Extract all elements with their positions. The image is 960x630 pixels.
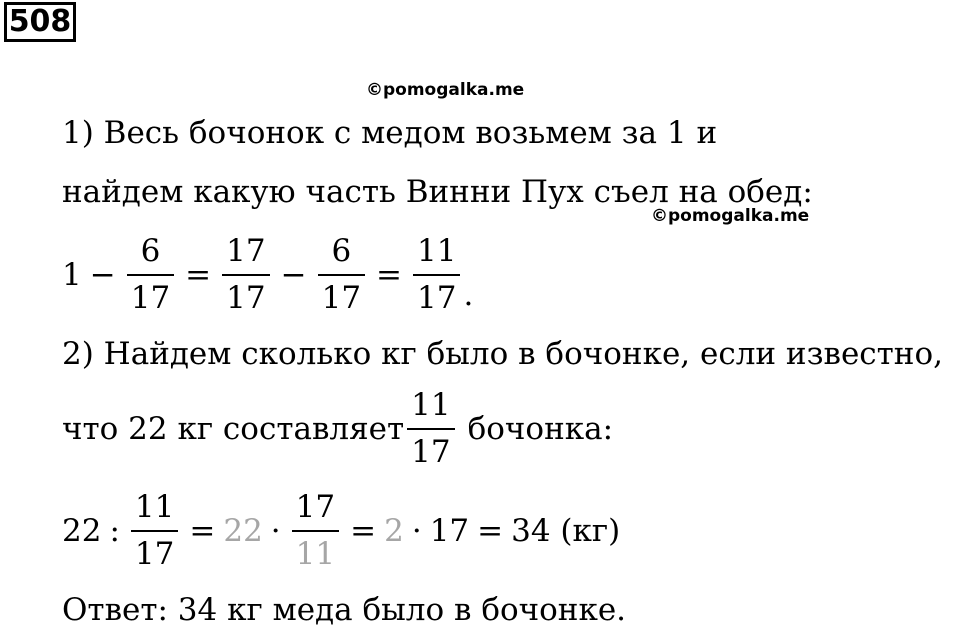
fraction-numerator: 17 — [226, 233, 266, 269]
eq2-result: 34 (кг) — [511, 512, 621, 549]
eq2-dividend: 22 — [62, 512, 102, 549]
eq2-factor-17: 17 — [429, 512, 470, 549]
fraction-bar — [413, 274, 460, 276]
solution-line-1: 1) Весь бочонок с медом возьмем за 1 и — [62, 115, 718, 151]
equation-2 — [62, 490, 620, 571]
eq1-minus-2: − — [280, 256, 307, 293]
fraction-denominator: 17 — [321, 280, 362, 316]
eq2-dot-1: · — [270, 512, 281, 549]
fraction-bar — [127, 274, 174, 276]
fraction-bar — [222, 274, 269, 276]
eq2-fraction-2 — [292, 490, 339, 571]
eq1-equals-2: = — [376, 256, 403, 293]
equation-1 — [62, 234, 473, 315]
line4-fraction — [407, 388, 454, 469]
eq1-one: 1 — [62, 256, 82, 293]
eq1-period: . — [463, 277, 474, 313]
eq2-equals-1: = — [189, 512, 216, 549]
eq2-fraction-1 — [131, 490, 178, 571]
eq2-equals-3: = — [477, 512, 504, 549]
solution-line-3: 2) Найдем сколько кг было в бочонке, если известно, — [62, 336, 943, 372]
fraction-denominator: 17 — [417, 280, 457, 316]
fraction-numerator: 17 — [295, 489, 336, 525]
watermark-middle: ©pomogalka.me — [651, 206, 810, 226]
fraction-bar — [407, 428, 454, 430]
watermark-top: ©pomogalka.me — [366, 80, 525, 100]
eq2-equals-2: = — [350, 512, 377, 549]
eq2-cancelled-22: 22 — [223, 512, 263, 549]
answer-line: Ответ: 34 кг меда было в бочонке. — [62, 592, 627, 628]
fraction-denominator: 17 — [134, 536, 175, 572]
line4-text-before: что 22 кг составляет — [62, 410, 405, 447]
fraction-bar — [318, 274, 365, 276]
fraction-denominator: 17 — [130, 280, 171, 316]
fraction-numerator: 11 — [134, 489, 175, 525]
eq2-reduced-2: 2 — [384, 512, 404, 549]
solution-line-2: найдем какую часть Винни Пух съел на обед: — [62, 174, 813, 210]
eq1-fraction-4 — [413, 234, 460, 315]
eq1-minus-1: − — [89, 256, 116, 293]
fraction-numerator: 11 — [411, 387, 451, 423]
fraction-numerator: 6 — [140, 233, 161, 269]
fraction-denominator: 17 — [411, 434, 451, 470]
fraction-numerator: 6 — [331, 233, 352, 269]
eq1-fraction-2 — [222, 234, 269, 315]
line4-text-after: бочонка: — [467, 410, 614, 447]
eq1-equals-1: = — [185, 256, 212, 293]
fraction-bar — [292, 530, 339, 532]
solution-line-4 — [62, 388, 613, 469]
task-number: 508 — [4, 2, 76, 42]
eq1-fraction-1 — [127, 234, 174, 315]
fraction-denominator: 17 — [226, 280, 266, 316]
eq2-divide: : — [109, 512, 120, 549]
fraction-denominator-cancelled: 11 — [295, 536, 336, 572]
fraction-bar — [131, 530, 178, 532]
eq1-fraction-3 — [318, 234, 365, 315]
fraction-numerator: 11 — [417, 233, 457, 269]
eq2-dot-2: · — [411, 512, 422, 549]
